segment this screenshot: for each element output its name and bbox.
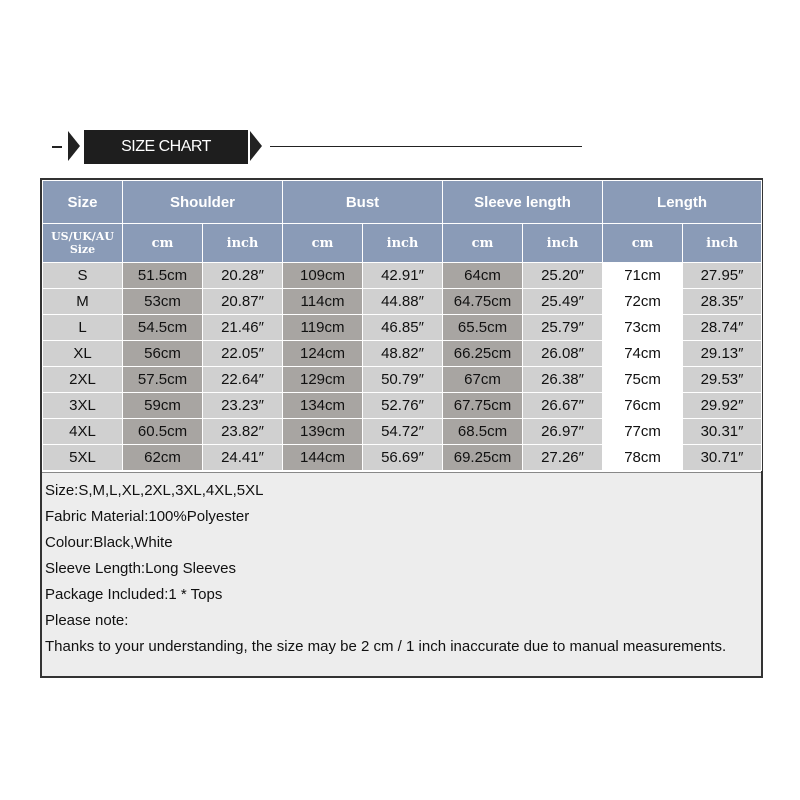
unit-inch: inch xyxy=(363,224,443,263)
table-row xyxy=(43,315,762,341)
unit-cm: cm xyxy=(603,224,683,263)
bust-inch-cell: 44.88″ xyxy=(363,289,443,315)
shoulder-cm-cell: 57.5cm xyxy=(123,367,203,393)
sleeve-cm-cell: 64cm xyxy=(443,263,523,289)
sleeve-inch-cell: 26.97″ xyxy=(523,419,603,445)
size-cell: 5XL xyxy=(43,445,123,471)
shoulder-inch-cell: 20.87″ xyxy=(203,289,283,315)
sleeve-cm-cell: 68.5cm xyxy=(443,419,523,445)
shoulder-inch-cell: 22.64″ xyxy=(203,367,283,393)
sleeve-inch-cell: 26.38″ xyxy=(523,367,603,393)
table-row xyxy=(43,341,762,367)
bust-cm-cell: 134cm xyxy=(283,393,363,419)
size-table-body xyxy=(43,263,762,471)
size-cell: L xyxy=(43,315,123,341)
bust-inch-cell: 50.79″ xyxy=(363,367,443,393)
bust-cm-cell: 114cm xyxy=(283,289,363,315)
shoulder-inch-cell: 20.28″ xyxy=(203,263,283,289)
length-inch-cell: 28.74″ xyxy=(683,315,762,341)
bust-cm-cell: 139cm xyxy=(283,419,363,445)
unit-cm: cm xyxy=(443,224,523,263)
length-inch-cell: 30.31″ xyxy=(683,419,762,445)
bust-cm-cell: 144cm xyxy=(283,445,363,471)
size-table xyxy=(42,180,762,471)
bust-header: Bust xyxy=(283,181,443,224)
length-cm-cell: 74cm xyxy=(603,341,683,367)
group-header-row xyxy=(43,181,762,224)
shoulder-inch-cell: 21.46″ xyxy=(203,315,283,341)
length-inch-cell: 28.35″ xyxy=(683,289,762,315)
unit-header-row xyxy=(43,224,762,263)
sleeve-inch-cell: 26.67″ xyxy=(523,393,603,419)
shoulder-inch-cell: 24.41″ xyxy=(203,445,283,471)
bust-inch-cell: 52.76″ xyxy=(363,393,443,419)
region-size-header xyxy=(43,224,123,263)
banner-left-arrow xyxy=(68,131,80,161)
bust-cm-cell: 109cm xyxy=(283,263,363,289)
sleeve-cm-cell: 69.25cm xyxy=(443,445,523,471)
note-line: Thanks to your understanding, the size may be 2 cm / 1 inch inaccurate due to manual measurements. xyxy=(45,638,727,655)
shoulder-cm-cell: 51.5cm xyxy=(123,263,203,289)
size-header: Size xyxy=(43,181,123,224)
size-chart-title: SIZE CHART xyxy=(84,130,248,164)
sleeve-inch-cell: 25.79″ xyxy=(523,315,603,341)
shoulder-inch-cell: 23.23″ xyxy=(203,393,283,419)
table-row xyxy=(43,393,762,419)
sleeve-inch-cell: 25.49″ xyxy=(523,289,603,315)
length-inch-cell: 27.95″ xyxy=(683,263,762,289)
length-inch-cell: 29.53″ xyxy=(683,367,762,393)
banner-left-dash xyxy=(52,146,62,148)
bust-cm-cell: 129cm xyxy=(283,367,363,393)
bust-cm-cell: 119cm xyxy=(283,315,363,341)
length-cm-cell: 76cm xyxy=(603,393,683,419)
size-chart-frame xyxy=(40,178,763,678)
shoulder-cm-cell: 54.5cm xyxy=(123,315,203,341)
sleeve-inch-cell: 25.20″ xyxy=(523,263,603,289)
table-row xyxy=(43,445,762,471)
note-line: Please note: xyxy=(45,612,129,629)
sleeve-length-header: Sleeve length xyxy=(443,181,603,224)
length-inch-cell: 29.92″ xyxy=(683,393,762,419)
sleeve-cm-cell: 67cm xyxy=(443,367,523,393)
length-cm-cell: 75cm xyxy=(603,367,683,393)
sleeve-cm-cell: 65.5cm xyxy=(443,315,523,341)
shoulder-cm-cell: 60.5cm xyxy=(123,419,203,445)
size-cell: 2XL xyxy=(43,367,123,393)
length-cm-cell: 72cm xyxy=(603,289,683,315)
product-notes xyxy=(42,472,761,676)
length-cm-cell: 77cm xyxy=(603,419,683,445)
sleeve-cm-cell: 67.75cm xyxy=(443,393,523,419)
note-line: Fabric Material:100%Polyester xyxy=(45,508,250,525)
length-inch-cell: 29.13″ xyxy=(683,341,762,367)
size-cell: XL xyxy=(43,341,123,367)
unit-inch: inch xyxy=(203,224,283,263)
shoulder-cm-cell: 59cm xyxy=(123,393,203,419)
region-label: US/UK/AU xyxy=(51,230,114,243)
sleeve-inch-cell: 26.08″ xyxy=(523,341,603,367)
shoulder-cm-cell: 53cm xyxy=(123,289,203,315)
shoulder-inch-cell: 23.82″ xyxy=(203,419,283,445)
bust-inch-cell: 56.69″ xyxy=(363,445,443,471)
sleeve-cm-cell: 64.75cm xyxy=(443,289,523,315)
length-inch-cell: 30.71″ xyxy=(683,445,762,471)
unit-cm: cm xyxy=(283,224,363,263)
size-cell: 3XL xyxy=(43,393,123,419)
table-row xyxy=(43,419,762,445)
shoulder-header: Shoulder xyxy=(123,181,283,224)
bust-inch-cell: 48.82″ xyxy=(363,341,443,367)
banner-right-line xyxy=(270,146,582,147)
shoulder-inch-cell: 22.05″ xyxy=(203,341,283,367)
note-line: Sleeve Length:Long Sleeves xyxy=(45,560,236,577)
banner-right-arrow xyxy=(250,131,262,161)
note-line: Colour:Black,White xyxy=(45,534,173,551)
sleeve-cm-cell: 66.25cm xyxy=(443,341,523,367)
table-row xyxy=(43,289,762,315)
size-label: Size xyxy=(69,243,96,256)
length-cm-cell: 78cm xyxy=(603,445,683,471)
unit-inch: inch xyxy=(683,224,762,263)
unit-inch: inch xyxy=(523,224,603,263)
length-cm-cell: 73cm xyxy=(603,315,683,341)
size-cell: 4XL xyxy=(43,419,123,445)
sleeve-inch-cell: 27.26″ xyxy=(523,445,603,471)
size-cell: S xyxy=(43,263,123,289)
note-line: Size:S,M,L,XL,2XL,3XL,4XL,5XL xyxy=(45,482,264,499)
bust-inch-cell: 42.91″ xyxy=(363,263,443,289)
length-cm-cell: 71cm xyxy=(603,263,683,289)
note-line: Package Included:1 * Tops xyxy=(45,586,223,603)
table-row xyxy=(43,263,762,289)
length-header: Length xyxy=(603,181,762,224)
unit-cm: cm xyxy=(123,224,203,263)
shoulder-cm-cell: 62cm xyxy=(123,445,203,471)
bust-inch-cell: 46.85″ xyxy=(363,315,443,341)
table-row xyxy=(43,367,762,393)
bust-cm-cell: 124cm xyxy=(283,341,363,367)
shoulder-cm-cell: 56cm xyxy=(123,341,203,367)
size-cell: M xyxy=(43,289,123,315)
bust-inch-cell: 54.72″ xyxy=(363,419,443,445)
